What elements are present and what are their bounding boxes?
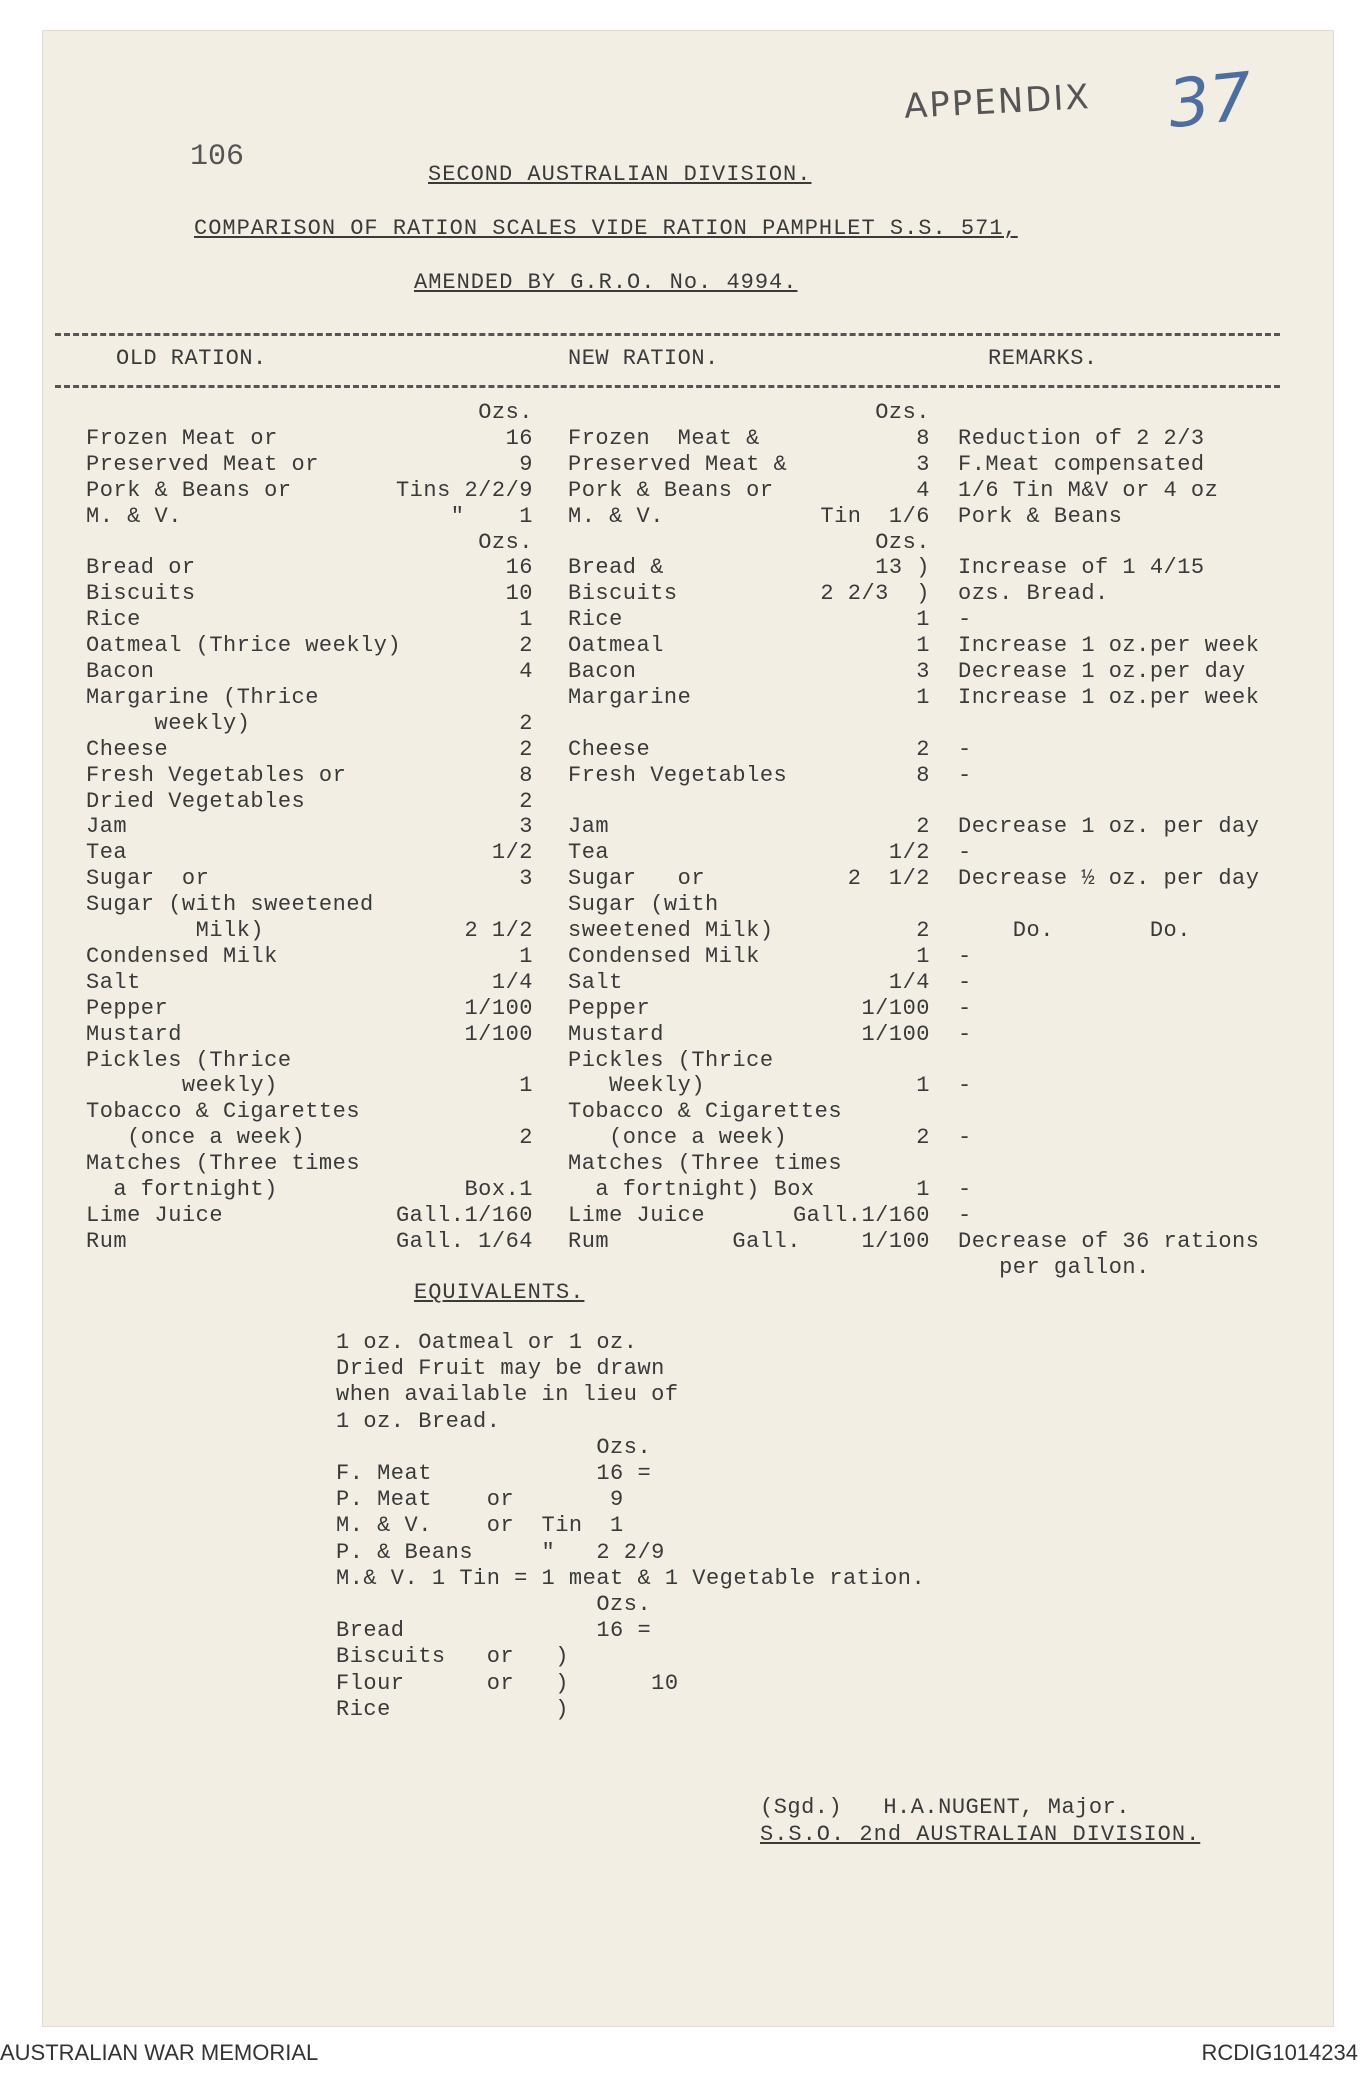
cell-new-item: Tea — [568, 840, 610, 866]
cell-new-item: Salt — [568, 969, 623, 995]
cell-new-item: Bread & — [568, 555, 664, 581]
cell-new-item: Condensed Milk — [568, 943, 760, 969]
cell-remark: - — [958, 840, 972, 866]
cell-old-item: Oatmeal (Thrice weekly) — [86, 633, 402, 659]
cell-new-item: Matches (Three times — [568, 1151, 843, 1177]
title-line-3: AMENDED BY G.R.O. No. 4994. — [414, 270, 798, 295]
cell-new-qty: 3 — [916, 451, 930, 477]
cell-old-qty: 2 — [519, 1125, 533, 1151]
equivalents-line: Bread 16 = — [336, 1618, 652, 1644]
cell-old-qty: 2 1/2 — [464, 918, 533, 943]
cell-old-qty: 3 — [519, 814, 533, 840]
cell-old-qty: 9 — [519, 451, 533, 477]
cell-old-item: Lime Juice — [86, 1202, 224, 1228]
cell-old-qty: Tins 2/2/9 — [395, 477, 533, 503]
cell-new-item: Weekly) — [568, 1073, 706, 1099]
cell-old-item: Matches (Three times — [86, 1151, 361, 1177]
cell-old-qty: 1/100 — [464, 1021, 533, 1047]
cell-new-qty: 13 ) — [875, 555, 930, 581]
cell-new-item: Bacon — [568, 659, 637, 684]
cell-old-item: Frozen Meat or — [86, 425, 278, 451]
cell-new-qty: 4 — [916, 477, 930, 503]
cell-old-qty: 4 — [519, 659, 533, 684]
cell-new-qty: 1/100 — [861, 1021, 930, 1047]
cell-old-item: Bread or — [86, 555, 196, 581]
cell-old-qty: Box.1 — [464, 1177, 533, 1202]
cell-new-item: Cheese — [568, 736, 651, 762]
document-page — [42, 30, 1334, 2027]
cell-remark: - — [958, 736, 972, 762]
equivalents-line: Dried Fruit may be drawn — [336, 1356, 665, 1382]
column-header-remarks: REMARKS. — [988, 346, 1098, 371]
cell-new-item: Rice — [568, 607, 623, 633]
cell-old-item: Sugar (with sweetened — [86, 892, 374, 918]
cell-new-item: Pepper — [568, 995, 651, 1021]
cell-remark: Decrease 1 oz.per day — [958, 659, 1246, 684]
equivalents-line: P. & Beans " 2 2/9 — [336, 1539, 665, 1565]
cell-old-qty: 1/100 — [464, 995, 533, 1021]
appendix-number: 37 — [1164, 57, 1256, 144]
cell-remark: Decrease ½ oz. per day — [958, 866, 1260, 892]
cell-remark: Decrease 1 oz. per day — [958, 814, 1260, 840]
cell-old-item: Tea — [86, 840, 128, 866]
title-line-2: COMPARISON OF RATION SCALES VIDE RATION PAMPHLET S.S. 571, — [194, 216, 1018, 241]
cell-new-qty: 1 — [916, 633, 930, 659]
equivalents-line: M. & V. or Tin 1 — [336, 1513, 624, 1539]
cell-old-qty: Ozs. — [478, 400, 533, 425]
cell-old-item: weekly) — [86, 710, 251, 736]
cell-remark: - — [958, 1202, 972, 1228]
cell-new-item: Fresh Vegetables — [568, 762, 788, 788]
cell-remark: - — [958, 607, 972, 633]
cell-old-item: Pork & Beans or — [86, 477, 292, 503]
cell-old-item: Cheese — [86, 736, 169, 762]
cell-old-qty: Gall. 1/64 — [395, 1228, 533, 1254]
cell-old-item: Biscuits — [86, 581, 196, 607]
cell-new-qty: 1 — [916, 684, 930, 710]
cell-remark: F.Meat compensated — [958, 451, 1205, 477]
cell-old-qty: 1 — [519, 1073, 533, 1099]
cell-old-item: Fresh Vegetables or — [86, 762, 347, 788]
cell-remark: Do. Do. — [958, 918, 1191, 943]
appendix-stamp: APPENDIX — [903, 77, 1092, 127]
cell-new-item: Pickles (Thrice — [568, 1047, 774, 1073]
cell-old-item: Sugar or — [86, 866, 210, 892]
cell-new-item: Margarine — [568, 684, 692, 710]
cell-old-item: Milk) — [86, 918, 265, 943]
equivalents-line: Ozs. — [336, 1592, 652, 1617]
cell-old-item: Pickles (Thrice — [86, 1047, 292, 1073]
column-header-new: NEW RATION. — [568, 346, 719, 371]
cell-old-qty: 1/2 — [491, 840, 533, 866]
cell-old-qty: Ozs. — [478, 529, 533, 555]
cell-old-item: Mustard — [86, 1021, 182, 1047]
cell-new-qty: 8 — [916, 762, 930, 788]
cell-old-item: a fortnight) — [86, 1177, 278, 1202]
cell-old-qty: Gall.1/160 — [395, 1202, 533, 1228]
cell-new-qty: 1 — [916, 1073, 930, 1099]
cell-remark: Increase of 1 4/15 — [958, 555, 1205, 581]
cell-new-qty: Gall.1/160 — [792, 1202, 930, 1228]
cell-new-qty: 3 — [916, 659, 930, 684]
cell-new-item: (once a week) — [568, 1125, 788, 1151]
cell-new-item: a fortnight) Box — [568, 1177, 815, 1202]
cell-remark: - — [958, 995, 972, 1021]
cell-new-item: Pork & Beans or — [568, 477, 774, 503]
cell-new-item: Oatmeal — [568, 633, 664, 659]
cell-new-item: Lime Juice — [568, 1202, 706, 1228]
cell-old-item: Rum — [86, 1228, 128, 1254]
cell-old-qty: 2 — [519, 710, 533, 736]
cell-new-qty: 2 — [916, 736, 930, 762]
cell-new-item: M. & V. — [568, 503, 664, 529]
equivalents-line: Ozs. — [336, 1434, 652, 1460]
cell-old-item: Rice — [86, 607, 141, 633]
cell-old-item: Bacon — [86, 659, 155, 684]
cell-remark: ozs. Bread. — [958, 581, 1109, 607]
cell-new-qty: 2 — [916, 814, 930, 840]
cell-remark: per gallon. — [958, 1254, 1150, 1280]
cell-old-item: Pepper — [86, 995, 169, 1021]
cell-remark: Decrease of 36 rations — [958, 1228, 1260, 1254]
cell-remark: - — [958, 1073, 972, 1099]
equivalents-line: 1 oz. Oatmeal or 1 oz. — [336, 1330, 638, 1355]
cell-new-qty: 2 1/2 — [847, 866, 930, 892]
divider-top — [55, 333, 1280, 336]
cell-new-item: Preserved Meat & — [568, 451, 788, 477]
cell-old-qty: 16 — [505, 425, 533, 451]
cell-remark: - — [958, 1177, 972, 1202]
cell-old-qty: 2 — [519, 736, 533, 762]
cell-remark: - — [958, 1021, 972, 1047]
cell-new-item: Sugar (with — [568, 892, 719, 918]
cell-new-item: sweetened Milk) — [568, 918, 774, 943]
cell-old-qty: 2 — [519, 633, 533, 659]
cell-old-qty: 10 — [505, 581, 533, 607]
cell-new-item: Biscuits — [568, 581, 678, 607]
cell-remark: Increase 1 oz.per week — [958, 684, 1260, 710]
column-header-old: OLD RATION. — [116, 346, 267, 371]
equivalents-line: F. Meat 16 = — [336, 1461, 652, 1486]
cell-new-qty: Ozs. — [875, 529, 930, 555]
cell-new-item: Tobacco & Cigarettes — [568, 1099, 843, 1125]
equivalents-line: 1 oz. Bread. — [336, 1408, 501, 1434]
cell-old-item: Preserved Meat or — [86, 451, 319, 477]
cell-new-qty: 2 2/3 ) — [820, 581, 930, 607]
cell-new-qty: 2 — [916, 918, 930, 943]
cell-new-qty: 2 — [916, 1125, 930, 1151]
cell-new-item: Rum Gall. — [568, 1228, 801, 1254]
equivalents-line: when available in lieu of — [336, 1382, 679, 1408]
divider-header — [55, 385, 1280, 388]
cell-remark: Increase 1 oz.per week — [958, 633, 1260, 659]
equivalents-line: M.& V. 1 Tin = 1 meat & 1 Vegetable ration. — [336, 1565, 926, 1591]
cell-new-item: Frozen Meat & — [568, 425, 760, 451]
cell-new-item: Sugar or — [568, 866, 706, 892]
cell-new-qty: 1/2 — [888, 840, 930, 866]
cell-old-qty: 1 — [519, 607, 533, 633]
footer-archive-name: AUSTRALIAN WAR MEMORIAL — [0, 2040, 319, 2065]
cell-old-qty: " 1 — [450, 503, 533, 529]
cell-new-item: Jam — [568, 814, 610, 840]
equivalents-line: Rice ) — [336, 1696, 569, 1722]
cell-remark: Reduction of 2 2/3 — [958, 425, 1205, 451]
title-line-1: SECOND AUSTRALIAN DIVISION. — [428, 162, 812, 187]
cell-new-qty: Tin 1/6 — [820, 503, 930, 529]
signature-line-2: S.S.O. 2nd AUSTRALIAN DIVISION. — [760, 1822, 1201, 1847]
cell-old-item: weekly) — [86, 1073, 278, 1099]
cell-old-item: Condensed Milk — [86, 943, 278, 969]
cell-remark: Pork & Beans — [958, 503, 1123, 529]
cell-new-qty: 1 — [916, 1177, 930, 1202]
footer-record-id: RCDIG1014234 — [1201, 2040, 1358, 2065]
cell-remark: - — [958, 762, 972, 788]
cell-new-qty: 1 — [916, 943, 930, 969]
cell-old-qty: 1 — [519, 943, 533, 969]
cell-old-qty: 8 — [519, 762, 533, 788]
cell-old-item: (once a week) — [86, 1125, 306, 1151]
cell-old-qty: 2 — [519, 788, 533, 814]
cell-new-qty: 1 — [916, 607, 930, 633]
cell-old-item: Jam — [86, 814, 128, 840]
cell-old-qty: 16 — [505, 555, 533, 581]
equivalents-line: Biscuits or ) — [336, 1644, 569, 1670]
cell-old-item: M. & V. — [86, 503, 182, 529]
page-number: 106 — [190, 140, 245, 174]
cell-old-item: Tobacco & Cigarettes — [86, 1099, 361, 1125]
cell-old-qty: 3 — [519, 866, 533, 892]
cell-remark: - — [958, 1125, 972, 1151]
cell-old-item: Salt — [86, 969, 141, 995]
cell-remark: 1/6 Tin M&V or 4 oz — [958, 477, 1219, 503]
cell-old-item: Dried Vegetables — [86, 788, 306, 814]
cell-old-qty: 1/4 — [491, 969, 533, 995]
cell-new-item: Mustard — [568, 1021, 664, 1047]
cell-remark: - — [958, 969, 972, 995]
cell-new-qty: 8 — [916, 425, 930, 451]
equivalents-heading: EQUIVALENTS. — [414, 1280, 585, 1305]
cell-new-qty: 1/4 — [888, 969, 930, 995]
equivalents-line: P. Meat or 9 — [336, 1487, 624, 1513]
cell-old-item: Margarine (Thrice — [86, 684, 319, 710]
signature-line-1: (Sgd.) H.A.NUGENT, Major. — [760, 1795, 1130, 1820]
equivalents-line: Flour or ) 10 — [336, 1670, 679, 1696]
cell-remark: - — [958, 943, 972, 969]
cell-new-qty: 1/100 — [861, 1228, 930, 1254]
cell-new-qty: 1/100 — [861, 995, 930, 1021]
cell-new-qty: Ozs. — [875, 400, 930, 425]
